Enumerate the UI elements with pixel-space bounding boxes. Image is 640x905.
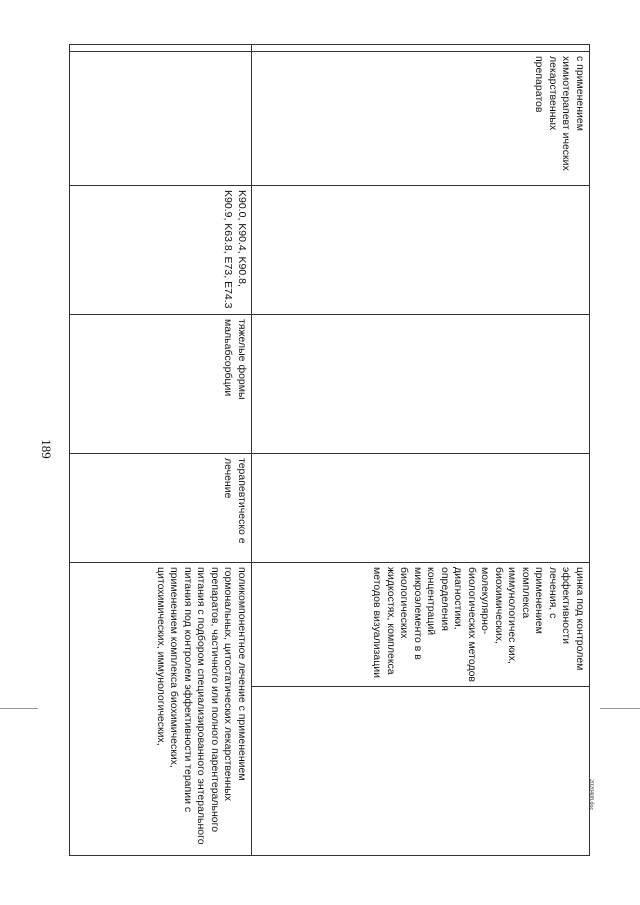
- document-footer-mark: 2020408.doc: [588, 779, 594, 811]
- table-cell-disease-model: тяжелые формы мальабсорбции: [70, 315, 252, 454]
- table-cell-margin: [70, 45, 252, 52]
- table-cell-disease-model: [252, 315, 590, 454]
- table-cell-codes: K90.0, K90.4, K90.8, K90.9, K63.8, E73, E74.3: [70, 186, 252, 315]
- table-cell-treatment-type: [252, 454, 590, 563]
- table-cell-method-continued: [70, 52, 252, 186]
- page-number: 189: [38, 439, 54, 459]
- table-cell-margin: [252, 45, 590, 52]
- table-row: [70, 45, 252, 856]
- table-cell-method-continued: с применением химиотерапевт ических лекарственных препаратов: [252, 52, 590, 186]
- medical-services-table: [69, 44, 590, 856]
- table-row: [252, 45, 590, 856]
- left-margin-tick: [0, 708, 38, 709]
- table-cell-treatment-method: цинка под контролем эффективности лечения, с применением комплекса иммунологичес ких, биохимических, молекулярно-биологических методов диагностики, определения концентраций микроэлементо в в биологических жидкостях, комплекса методов визуализации: [252, 563, 590, 687]
- right-margin-tick: [600, 708, 640, 709]
- rotated-table: [70, 44, 590, 845]
- table-cell-cost: [252, 687, 590, 856]
- table-cell-codes: [252, 186, 590, 315]
- table-cell-treatment-method: поликомпонентное лечение с применением гормональных, цитостатических лекарственных препаратов, частичного или полного парентерального питания с подбором специализированного энтерального питания под контролем эффективности терапии с применением комплекса биохимических, цитохимических, иммунологических,: [70, 563, 252, 856]
- table-cell-treatment-type: терапевтическо е лечение: [70, 454, 252, 563]
